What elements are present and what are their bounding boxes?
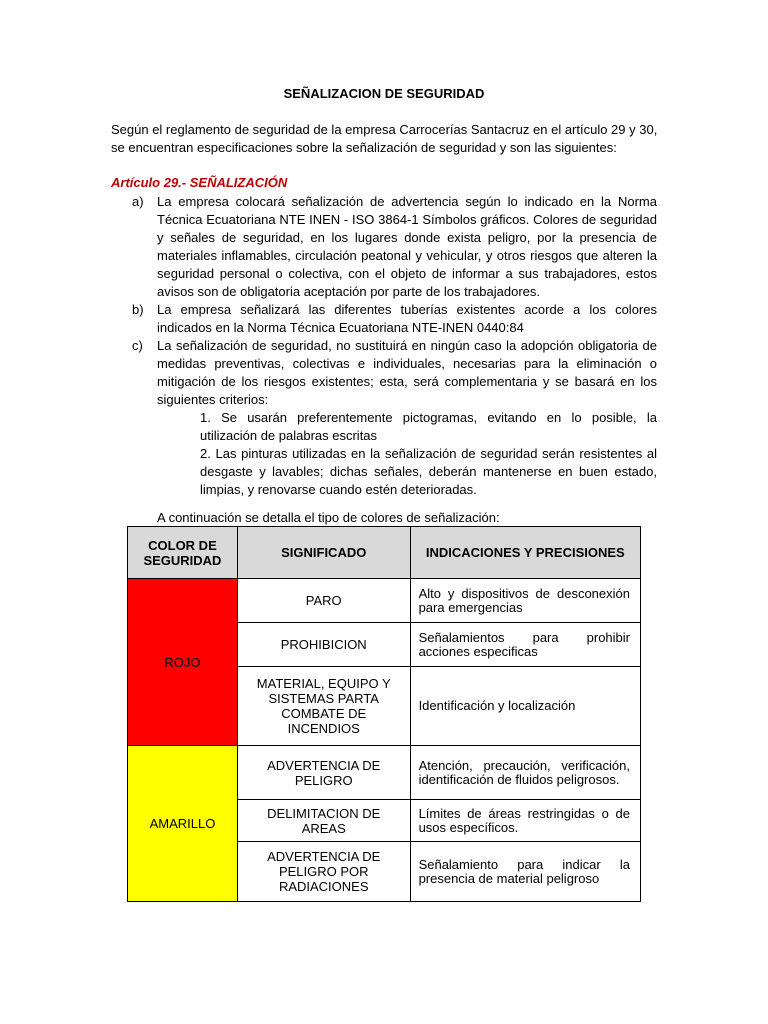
table-header-row xyxy=(128,527,641,579)
signaling-colors-table xyxy=(127,526,641,902)
significado-cell: DELIMITACION DE AREAS xyxy=(237,800,410,842)
table-row xyxy=(128,746,641,800)
header-indicaciones: INDICACIONES Y PRECISIONES xyxy=(410,527,640,579)
list-item-text: La señalización de seguridad, no sustituirá en ningún caso la adopción obligatoria de medidas preventivas, colectivas e individuales, necesarias para la eliminación o mitigación de los riesgos existentes; esta, será complementaria y se basará en los siguientes criterios: xyxy=(157,338,657,407)
significado-cell: MATERIAL, EQUIPO Y SISTEMAS PARTA COMBATE DE INCENDIOS xyxy=(237,667,410,746)
list-marker: c) xyxy=(132,338,143,353)
intro-paragraph: Según el reglamento de seguridad de la empresa Carrocerías Santacruz en el artículo 29 y 30, se encuentran especificaciones sobre la señalización de seguridad y son las siguientes: xyxy=(111,122,658,155)
list-marker: a) xyxy=(132,194,144,209)
criterion-2: 2. Las pinturas utilizadas en la señalización de seguridad serán resistentes al desgaste y lavables; dichas señales, deberán mantenerse en buen estado, limpias, y renovarse cuando estén deterioradas. xyxy=(200,446,657,497)
header-color: COLOR DE SEGURIDAD xyxy=(128,527,238,579)
list-marker: b) xyxy=(132,302,144,317)
color-cell-amarillo: AMARILLO xyxy=(128,746,238,902)
table-intro: A continuación se detalla el tipo de colores de señalización: xyxy=(157,510,500,525)
significado-cell: ADVERTENCIA DE PELIGRO POR RADIACIONES xyxy=(237,842,410,902)
significado-cell: PARO xyxy=(237,579,410,623)
document-title: SEÑALIZACION DE SEGURIDAD xyxy=(283,86,485,101)
indicaciones-cell: Alto y dispositivos de desconexión para emergencias xyxy=(410,579,640,623)
indicaciones-cell: Atención, precaución, verificación, identificación de fluidos peligrosos. xyxy=(410,746,640,800)
indicaciones-cell: Límites de áreas restringidas o de usos específicos. xyxy=(410,800,640,842)
indicaciones-cell: Identificación y localización xyxy=(410,667,640,746)
indicaciones-cell: Señalamientos para prohibir acciones especificas xyxy=(410,623,640,667)
list-item xyxy=(111,337,657,409)
criterion-1: 1. Se usarán preferentemente pictogramas, evitando en lo posible, la utilización de palabras escritas xyxy=(200,410,657,443)
color-cell-rojo: ROJO xyxy=(128,579,238,746)
list-item xyxy=(111,193,657,301)
list-item xyxy=(111,301,657,337)
table-row xyxy=(128,579,641,623)
list-item-text: La empresa colocará señalización de advertencia según lo indicado en la Norma Técnica Ecuatoriana NTE INEN - ISO 3864-1 Símbolos gráficos. Colores de seguridad y señales de seguridad, en los lugares donde exista peligro, por la presencia de materiales inflamables, circulación peatonal y vehicular, y otros riesgos que alteren la seguridad personal o colectiva, con el objeto de informar a sus trabajadores, estos avisos son de obligatoria aceptación por parte de los trabajadores. xyxy=(157,194,657,299)
significado-cell: PROHIBICION xyxy=(237,623,410,667)
article-list xyxy=(111,193,657,499)
article-heading: Artículo 29.- SEÑALIZACIÓN xyxy=(111,175,288,190)
significado-cell: ADVERTENCIA DE PELIGRO xyxy=(237,746,410,800)
header-significado: SIGNIFICADO xyxy=(237,527,410,579)
indicaciones-cell: Señalamiento para indicar la presencia de material peligroso xyxy=(410,842,640,902)
list-item-text: La empresa señalizará las diferentes tuberías existentes acorde a los colores indicados en la Norma Técnica Ecuatoriana NTE-INEN 0440:84 xyxy=(157,302,657,335)
